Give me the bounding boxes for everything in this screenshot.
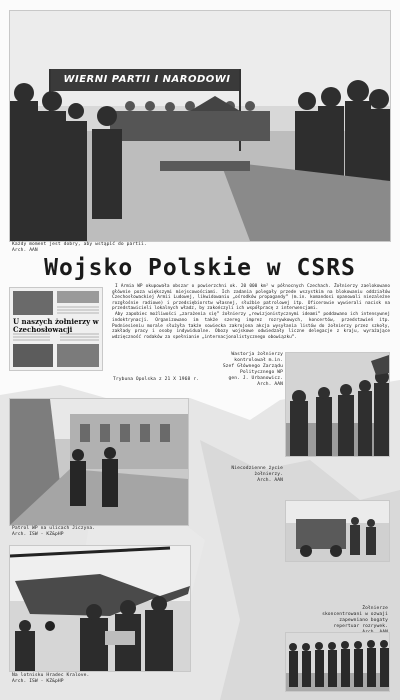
field-kitchen-photo: [285, 500, 390, 562]
article-paragraph-2: Aby zapobiec możliwości „zarażenia się” żołnierzy „rewizjonistycznymi ideami” poddawano ich intensywnej indoktrynacji. Organizowano im także szereg imprez rozrywkowych, koncertów, przedstawień itp. Podniesieniu morale służyła także sowiecka zakrojona akcja wysyłania listów do żołnierzy przez szkoły, zakłady pracy i osoby indywidualne. Obozy wojskowe odwiedzały liczne delegacje z kraju, wyrażające wdzięczność rodaków za spełnianie „internacjonalistycznego obowiązku”.: [112, 312, 390, 340]
newspaper-clipping: [9, 287, 103, 371]
page-title: Wojsko Polskie w CSRS: [44, 255, 356, 281]
article-paragraph-1: I Armia WP okupowała obszar o powierzchni ok. 20 000 km² w północnych Czechach. Żołnierzy zaelokowano głównie poza większymi miejscowościami. Ich zadania polegały przede wszystkim na blokowaniu oddziałów Czechosłowackiej Armii Ludowej, likwidowaniu „ośrodków propagandy” (m.in. komandosi opanowali niezależne rozgłośnie radiowe) i przedsiębiorstw własnej, służbie patrolowej itp. Oficerowie wywierali nacisk na przedstawicieli lokalnych władz, by zakończyli ich współpracę z interwencjami.: [112, 284, 390, 312]
article-text: [112, 284, 390, 341]
caption-party-rally: Każdy moment jest dobry, aby wstąpić do partii. Arch. AAN: [12, 242, 147, 253]
soldiers-lineup-photo: [285, 352, 390, 457]
party-rally-photo: [9, 10, 391, 242]
patrol-street-photo: [9, 398, 189, 526]
caption-newspaper: Trybuna Opolska z 21 X 1968 r.: [113, 377, 199, 382]
soldiers-formation-photo: [285, 632, 390, 692]
caption-entertainment: Żołnierze skoncentrowani w ozwaji zapewniano bogaty repertuar rozrywek.: [322, 606, 388, 629]
airport-helicopter-photo: [9, 545, 191, 672]
caption-chief-visit: Wastorja żołnierzy kontrolował m.in. Szef Głównego Zarządu Politycznego WP gen. J. Urbanowicz. Arch. AAN: [222, 352, 283, 387]
caption-patrol: Patrol WP na ulicach Jiczyna. Arch. ISW - KZ&pHP: [12, 526, 96, 537]
caption-daily-life: Niecodzienne życie żołnierzy. Arch. AAN: [231, 466, 283, 483]
caption-airport: Na lotnisku Hradec Kralove. Arch. ISW - KZ&pHP: [12, 673, 90, 684]
banner-text: WIERNI PARTII I NARODOWI: [63, 74, 231, 85]
newspaper-headline: U naszych żołnierzy w Czechosłowacji: [13, 317, 99, 334]
